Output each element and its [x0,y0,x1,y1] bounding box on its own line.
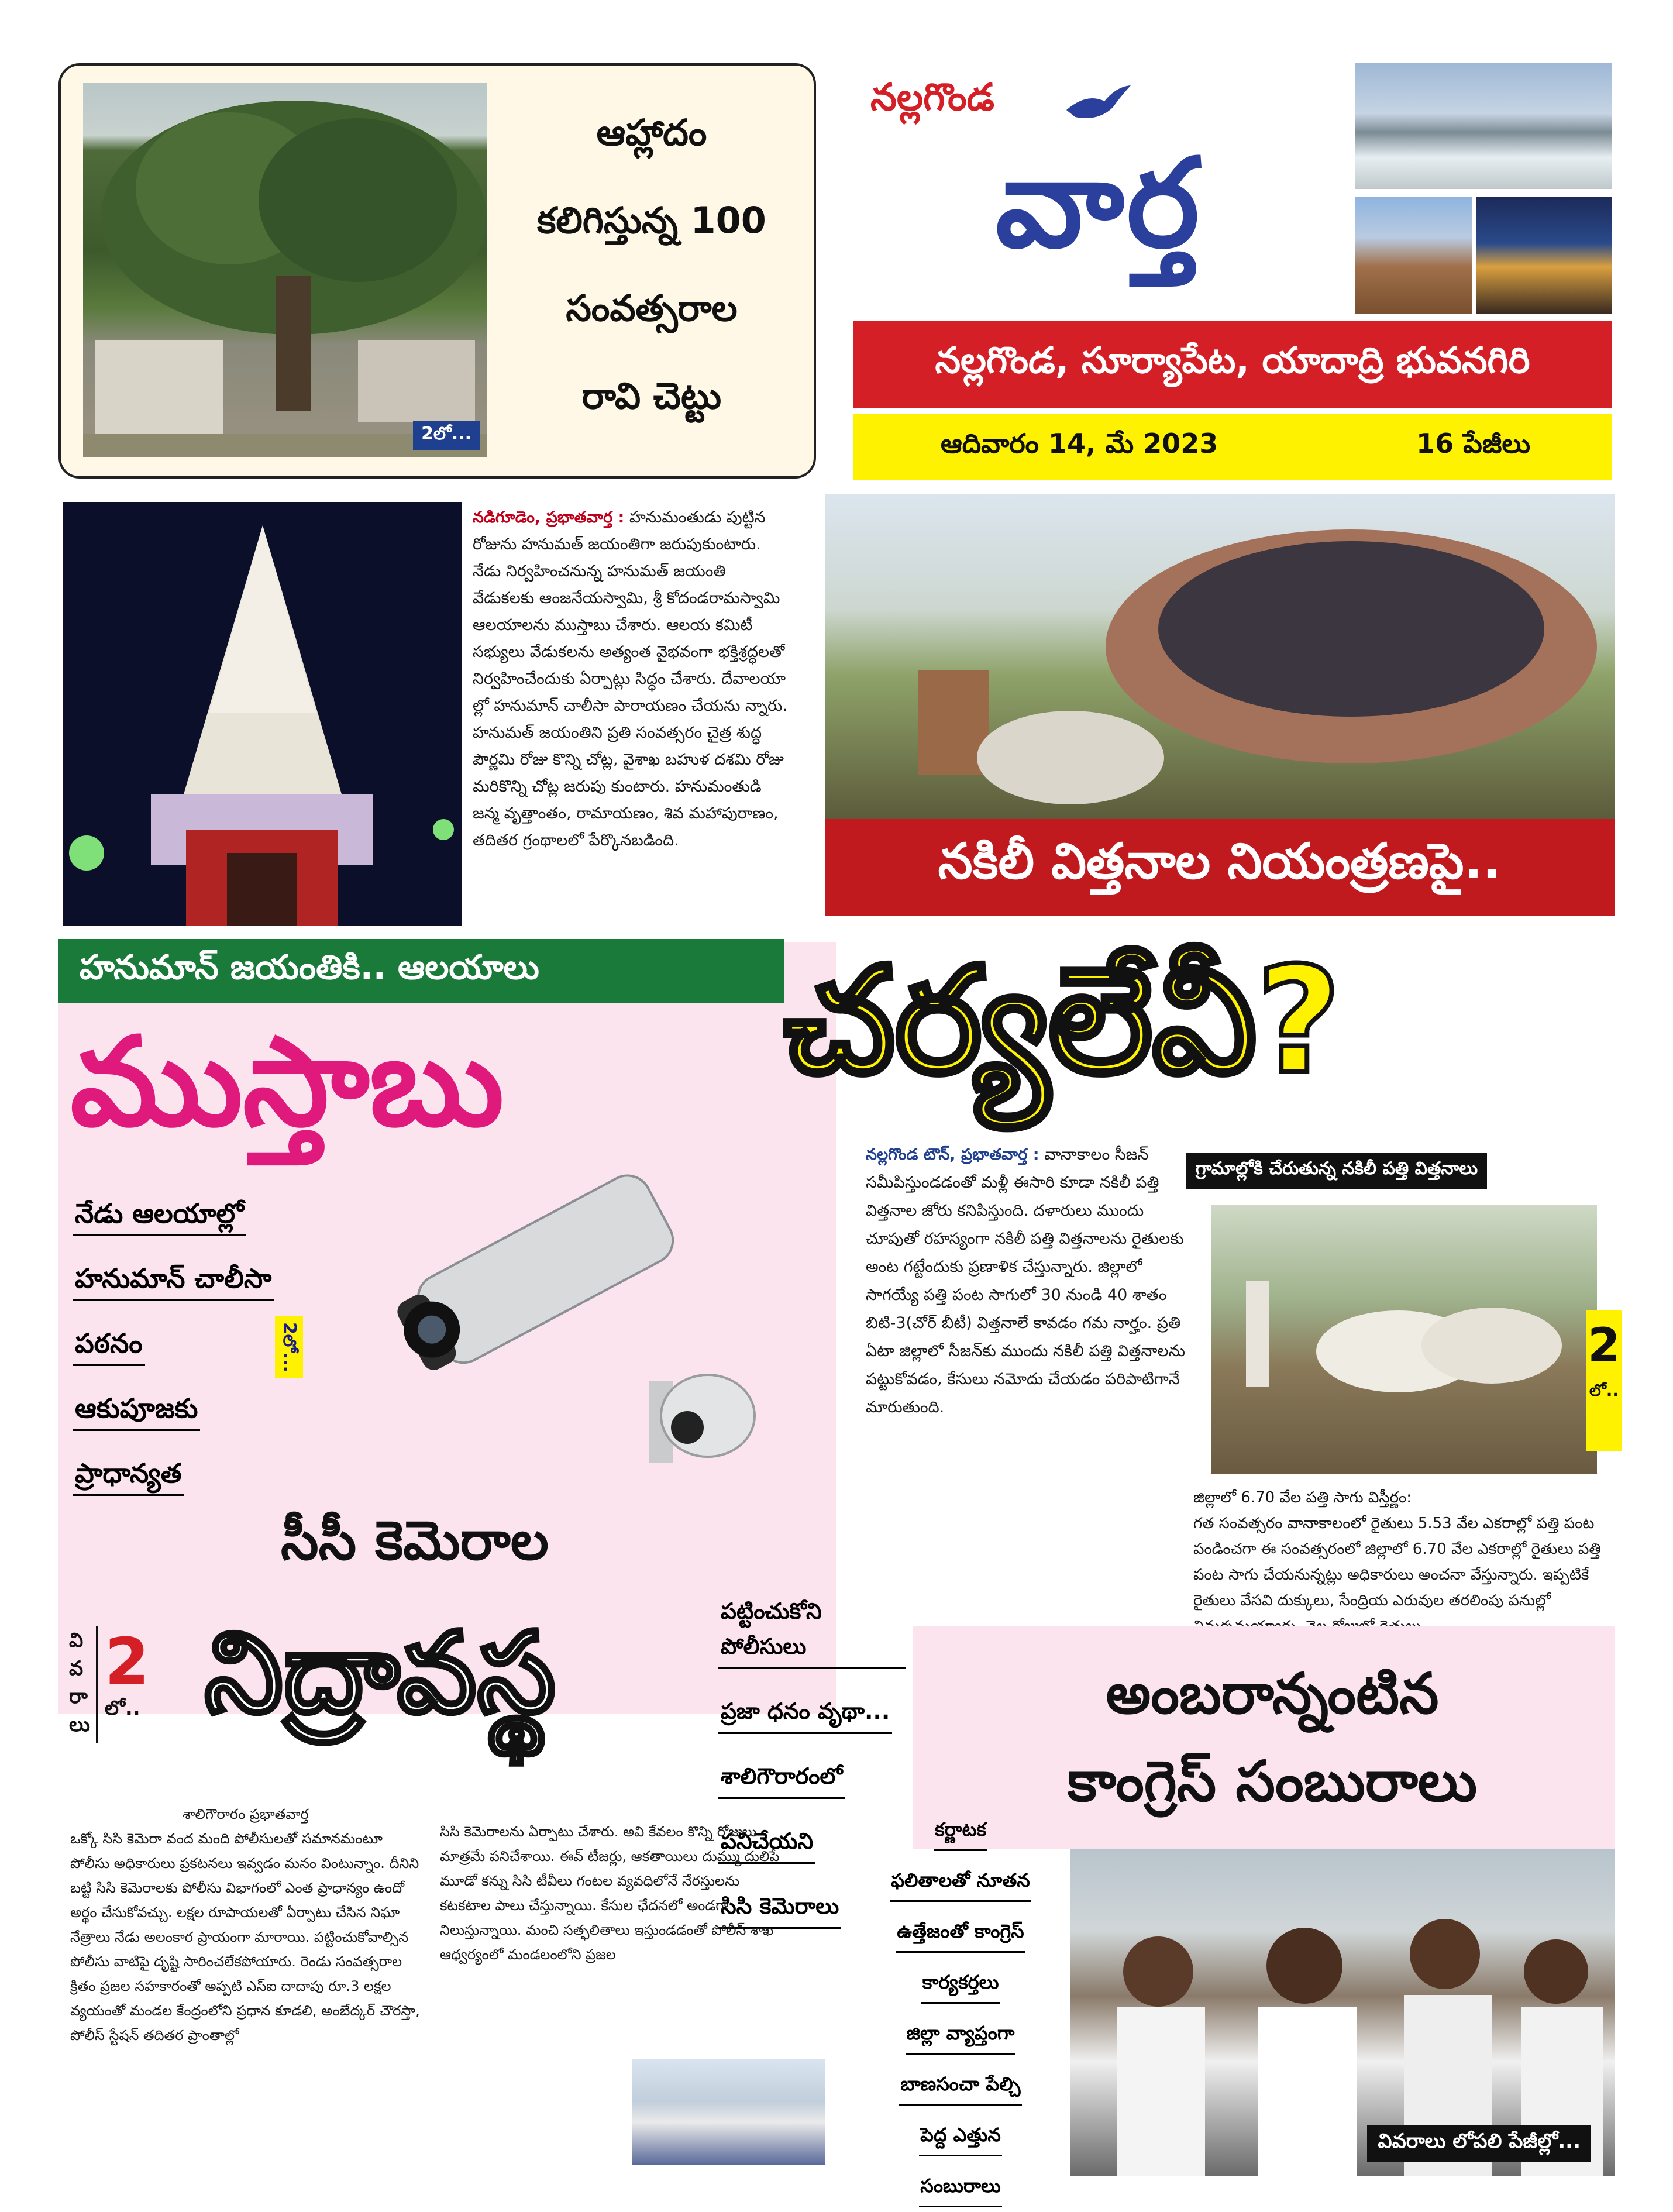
edition-label: నల్లగొండ [870,76,994,119]
teaser-line: కలిగిస్తున్న 100 [537,199,766,242]
date-bar [853,414,1612,480]
seeds-dateline: నల్లగొండ టౌన్, ప్రభాతవార్త : [866,1145,1039,1164]
congress-point: పెద్ద ఎత్తున [919,2115,1002,2156]
crowd-photo-small [632,2059,825,2165]
masthead-title: వార్త [995,132,1202,275]
congress-point: జిల్లా వ్యాప్తంగా [906,2013,1016,2055]
hanuman-point: ప్రాధాన్యత [73,1452,184,1496]
congress-point: కర్ణాటక [934,1809,987,1851]
seeds-headline[interactable]: చర్యలేవీ? [784,935,1341,1106]
seeds-banner-text: నకిలీ విత్తనాల నియంత్రణపై.. [938,832,1502,890]
seeds-banner[interactable] [825,819,1615,916]
congress-headline-line: అంబరాన్నంటిన [1106,1661,1439,1726]
seeds-ref-word: లో.. [1589,1381,1619,1400]
seeds-illustration [825,494,1615,822]
teaser-line: రావి చెట్టు [581,374,722,417]
cctv-kicker[interactable]: సీసీ కెమెరాల [281,1509,549,1572]
hanuman-point: పఠనం [73,1322,145,1366]
hanuman-headline[interactable]: ముస్తాబు [70,1010,504,1154]
cctv-ref[interactable] [69,1626,198,1743]
tree-illustration [83,83,487,457]
teaser-headline[interactable] [494,89,810,440]
cctv-ref-char: రా [69,1685,88,1708]
hanuman-points [73,1182,365,1506]
oxen-illustration [1211,1205,1597,1474]
cctv-ref-char: వి [69,1629,84,1652]
dam-photo [1355,63,1612,189]
cctv-article-col2 [440,1819,785,1967]
seeds-subhead[interactable]: గ్రామాల్లోకి చేరుతున్న నకిలీ పత్తి విత్తనాలు [1186,1153,1487,1189]
congress-caption[interactable]: వివరాలు లోపలి పేజీల్లో... [1367,2125,1591,2162]
hanuman-body: హనుమంతుడు పుట్టిన రోజును హనుమత్ జయంతిగా జరుపుకుంటారు. నేడు నిర్వహించనున్న హనుమత్ జయంతి వేడుకలకు ఆంజనేయస్వామి, శ్రీ కోదండరామస్వామి ఆలయాలను ముస్తాబు చేశారు. ఆలయ కమిటీ సభ్యులు వేడుకలను అత్యంత వైభవంగా భక్తిశ్రద్ధలతో నిర్వహించేందుకు ఏర్పాట్లు సిద్ధం చేశారు. దేవాలయా ల్లో హనుమాన్ చాలీసా పారాయణం చేయను న్నారు. హనుమత్ జయంతిని ప్రతి సంవత్సరం చైత్ర శుద్ధ పౌర్ణమి రోజు కొన్ని చోట్ల, వైశాఖ బహుళ దశమి రోజు మరికొన్ని చోట్ల జరుపు కుంటారు. హనుమంతుడి జన్మ వృత్తాంతం, రామాయణం, శివ మహాపురాణం, తదితర గ్రంథాలలో పేర్కొనబడింది. [473,508,787,849]
districts-bar [853,321,1612,408]
seeds-body: వానాకాలం సీజన్ సమీపిస్తుండడంతో మళ్లీ ఈసారి కూడా నకిలీ పత్తి విత్తనాల జోరు కనిపిస్తుంది. దళారులు ముందు చూపుతో రహస్యంగా నకిలీ పత్తి విత్తనాలను రైతులకు అంట గట్టేందుకు ప్రణాళిక చేస్తున్నారు. జిల్లాలో సాగయ్యే పత్తి పంట సాగులో 30 నుండి 40 శాతం బిటి-3(చోర్ బీటీ) విత్తనాలే కావడం గమ నార్హం. ప్రతి ఏటా జిల్లాలో సీజన్‌కు ముందు నకిలీ పత్తి విత్తనాలను పట్టుకోవడం, కేసులు నమోదు చేయడం పరిపాటిగానే మారుతుంది. [866,1145,1185,1416]
teaser-line: ఆహ్లాదం [596,111,707,154]
cctv-ref-number: 2 [104,1624,150,1699]
congress-point: కార్యకర్తలు [921,1962,1000,2004]
congress-point: సంబురాలు [919,2166,1002,2207]
cctv-point: పట్టించుకోని పోలీసులు [718,1590,906,1669]
temple-night-photo [63,502,462,926]
cctv-body-1: ఒక్కో సిసి కెమెరా వంద మంది పోలీసులతో సమానమంటూ పోలీసు అధికారులు ప్రకటనలు ఇవ్వడం మనం వింటున్నాం. దీనిని బట్టి సిసి కెమెరాలకు పోలీసు విభాగంలో ఎంత ప్రాధాన్యం ఉందో అర్థం చేసుకోవచ్చు. లక్షల రూపాయలతో ఏర్పాటు చేసిన నిఘా నేత్రాలు నేడు అలంకార ప్రాయంగా మారాయి. పట్టించుకోవాల్సిన పోలీసు వాటిపై దృష్టి సారించలేకపోయారు. రెండు సంవత్సరాల క్రితం ప్రజల సహకారంతో అప్పటి ఎస్ఐ దాదాపు రూ.3 లక్షల వ్యయంతో మండల కేంద్రంలోని ప్రధాన కూడలి, అంబేద్కర్ చౌరస్తా, పోలీస్ స్టేషన్ తదితర ప్రాంతాల్లో [70,1831,420,2044]
teaser-page-ref[interactable]: 2లో... [413,421,480,450]
date-text: ఆదివారం 14, మే 2023 [941,428,1218,459]
temple-illustration [63,502,462,926]
congress-points [849,1805,1072,2212]
hanuman-article [473,504,789,854]
cctv-point: శాలిగౌరారంలో [718,1755,845,1799]
seeds-photo [825,494,1615,822]
banyan-tree-photo [83,83,487,457]
seeds-page-ref[interactable] [1586,1310,1622,1451]
cctv-body-2: సిసి కెమెరాలను ఏర్పాటు చేశారు. అవి కేవలం కొన్ని రోజులు మాత్రమే పనిచేశాయి. ఈవ్ టీజర్లు, ఆకతాయిలు దుమ్ము దులిపే మూడో కన్ను సిసి టీవీలు గంటల వ్యవధిలోనే నేరస్తులను కటకటాల పాలు చేస్తున్నాయి. కేసుల ఛేదనలో అండగా నిలుస్తున్నాయి. మంచి సత్ఫలితాలు ఇస్తుండడంతో పోలీస్ శాఖ ఆధ్వర్యంలో మండలంలోని ప్రజల [440,1824,780,1963]
oxen-ploughing-photo [1211,1205,1597,1474]
cctv-ref-char: వ [69,1657,84,1680]
congress-point: బాణసంచా పేల్చి [899,2064,1021,2106]
congress-celebration-photo [1070,1849,1615,2176]
seeds-sidebar-body: గత సంవత్సరం వానాకాలంలో రైతులు 5.53 వేల ఎకరాల్లో పత్తి పంట పండించగా ఈ సంవత్సరంలో జిల్లాలో 6.70 వేల ఎకరాల్లో రైతులు పత్తి పంట సాగు చేయనున్నట్లు అధికారులు అంచనా వేస్తున్నారు. ఇప్పటికే రైతులు వేసవి దుక్కులు, సేంద్రియ ఎరువుల తరలింపు పనుల్లో [1193,1515,1601,1609]
cctv-ref-vertical [69,1626,98,1743]
cctv-article-col1 [70,1802,421,2048]
cctv-ref-char: లు [69,1713,90,1736]
cctv-ref-word: లో.. [104,1697,140,1720]
hanuman-dateline: నడిగూడెం, ప్రభాతవార్త : [473,508,625,527]
cctv-illustration [369,1112,766,1509]
seeds-article [866,1141,1193,1422]
congress-point: ఫలితాలతో నూతన [890,1860,1031,1902]
seeds-sidebar-lead: జిల్లాలో 6.70 వేల పత్తి సాగు విస్తీర్ణం: [1193,1489,1412,1506]
hanuman-strip[interactable] [58,939,784,1003]
hanuman-point: హనుమాన్ చాలీసా [73,1257,274,1301]
cctv-point: ప్రజా ధనం వృథా... [718,1690,892,1734]
congress-point: ఉత్తేజంతో కాంగ్రెస్ [896,1911,1025,1953]
teaser-line: సంవత్సరాల [566,287,738,329]
temple-photo [1355,197,1472,314]
fort-photo [1476,197,1612,314]
congress-headline-line: కాంగ్రెస్ సంబురాలు [1067,1749,1478,1814]
cctv-point: పనిచేయని [718,1820,815,1864]
cctv-headline[interactable]: నిద్రావస్థ [205,1608,557,1738]
cctv-dateline: శాలిగౌరారం ప్రభాతవార్త [183,1806,309,1822]
hanuman-point: నేడు ఆలయాల్లో [73,1192,246,1236]
page-count: 16 పేజీలు [1416,428,1530,459]
seeds-ref-number: 2 [1588,1318,1620,1372]
teaser-box[interactable] [58,63,816,479]
cctv-camera-photo [369,1112,766,1509]
masthead [853,63,1612,480]
districts-text: నల్లగొండ, సూర్యాపేట, యాదాద్రి భువనగిరి [935,339,1530,381]
seeds-sidebar-article [1193,1485,1603,1639]
hanuman-strip-text: హనుమాన్ జయంతికి.. ఆలయాలు [80,947,539,987]
cctv-point: సిసి కెమెరాలు [718,1885,841,1929]
hanuman-page-ref[interactable]: 2లో... [275,1316,303,1378]
congress-headline[interactable] [936,1650,1609,1825]
hanuman-point: ఆకుపూజకు [73,1387,200,1431]
